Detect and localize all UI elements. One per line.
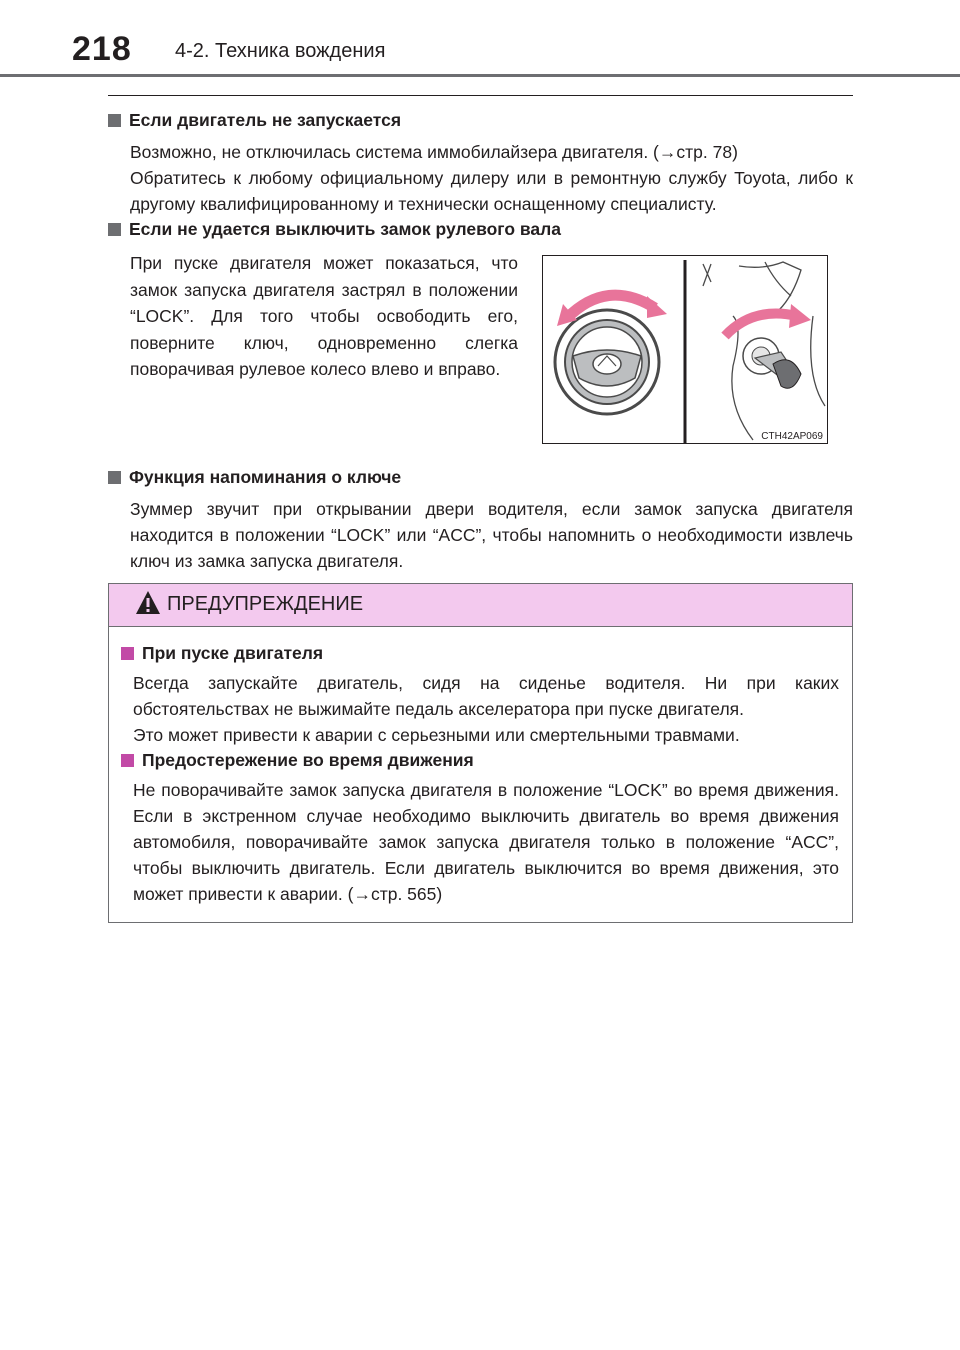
page-header [0, 0, 960, 80]
warning-triangle-icon [135, 590, 161, 616]
section-heading [108, 110, 853, 131]
chapter-title: 4-2. Техника вождения [175, 40, 386, 62]
section-title: Если не удается выключить замок рулевого вала [129, 219, 562, 239]
steering-lock-illustration [542, 255, 828, 444]
section-key-reminder [108, 467, 853, 574]
paragraph: Зуммер звучит при открывании двери водителя, если замок запуска двигателя находится в положении “LOCK” или “ACC”, чтобы напомнить о необходимости извлечь ключ из замка запуска двигателя. [130, 499, 853, 571]
square-bullet-icon [108, 471, 121, 484]
warning-item-heading [121, 643, 839, 664]
steering-wheel-icon [555, 310, 659, 414]
section-body [130, 139, 853, 217]
warning-item-body [133, 670, 839, 748]
page-number: 218 [72, 30, 132, 68]
section-heading [108, 467, 853, 488]
header-rule [0, 74, 960, 77]
warning-item-heading [121, 750, 839, 771]
paragraph: Всегда запускайте двигатель, сидя на сиденье водителя. Ни при каких обстоятельствах не выжимайте педаль акселератора при пуске двигателя. [133, 673, 839, 719]
steering-wheel-and-key-figure [543, 256, 827, 443]
warning-item-engine-start [121, 643, 839, 748]
section-steering-lock [108, 219, 853, 240]
square-bullet-icon [108, 114, 121, 127]
square-bullet-icon [108, 223, 121, 236]
paragraph: Не поворачивайте замок запуска двигателя в положение “LOCK” во время движения. Если в экстренном случае необходимо выключить двигатель во время движения автомобиля, поворачивайте замок запуска двигателя только в положение “ACC”, чтобы выключить двигатель. Если двигатель выключится во время движения, это может привести к аварии. (→стр. 565) [133, 780, 839, 904]
square-bullet-icon [121, 647, 134, 660]
section-divider [108, 95, 853, 96]
section-body [130, 496, 853, 574]
paragraph: Возможно, не отключилась система иммобилайзера двигателя. (→стр. 78) [130, 142, 738, 162]
warning-item-title: При пуске двигателя [142, 643, 324, 663]
ignition-key-icon [703, 262, 825, 440]
paragraph: Это может привести к аварии с серьезными или смертельными травмами. [133, 725, 740, 745]
section-engine-not-starting [108, 110, 853, 217]
section-title: Функция напоминания о ключе [129, 467, 402, 487]
warning-box [108, 583, 853, 923]
figure-code: CTH42AP069 [761, 431, 823, 442]
warning-item-title: Предостережение во время движения [142, 750, 474, 770]
warning-item-body [133, 777, 839, 907]
paragraph: Обратитесь к любому официальному дилеру или в ремонтную службу Toyota, либо к другому квалифицированному и технически оснащенному специалисту. [130, 168, 853, 214]
section-title: Если двигатель не запускается [129, 110, 402, 130]
warning-header [109, 584, 852, 627]
warning-title: ПРЕДУПРЕЖДЕНИЕ [167, 593, 364, 615]
section-heading [108, 219, 853, 240]
square-bullet-icon [121, 754, 134, 767]
warning-item-driving [121, 750, 839, 907]
steering-lock-text: При пуске двигателя может показаться, что замок запуска двигателя застрял в положении “LOCK”. Для того чтобы освободить его, поверните ключ, одновременно слегка поворачивая рулевое колесо влево и вправо. [130, 253, 518, 379]
